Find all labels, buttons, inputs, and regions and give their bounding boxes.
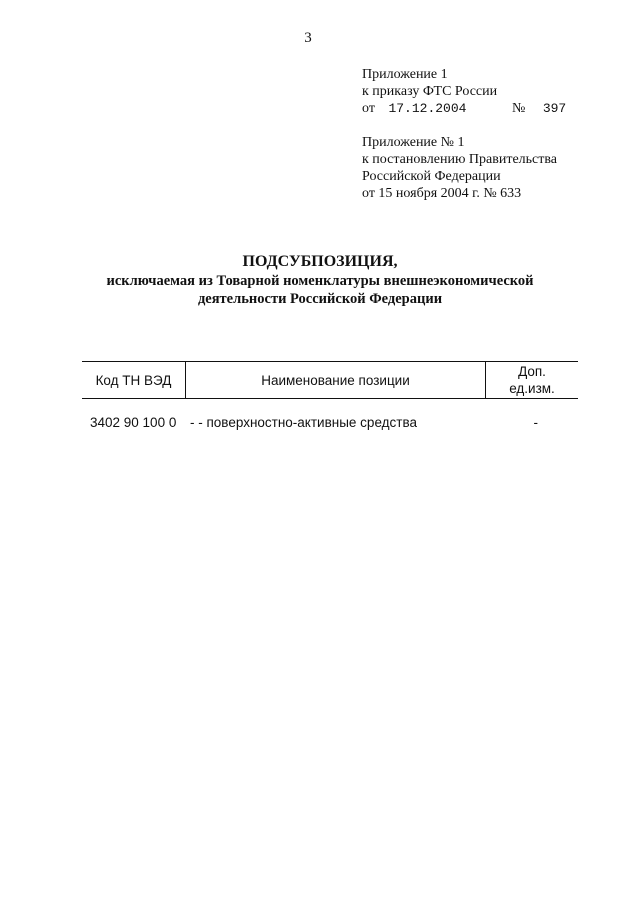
appendix-resolution-date: от 15 ноября 2004 г. № 633 <box>362 186 522 201</box>
header-unit-line-1: Доп. <box>518 364 546 379</box>
title-main: ПОДСУБПОЗИЦИЯ, <box>242 253 398 270</box>
order-number: 397 <box>542 101 567 116</box>
appendix-order-title: Приложение 1 <box>362 67 448 82</box>
appendix-resolution-block <box>362 134 557 202</box>
title-subtitle-line-2: деятельности Российской Федерации <box>197 291 443 307</box>
appendix-resolution-reference: к постановлению Правительства <box>362 152 558 167</box>
table-header <box>82 361 578 399</box>
header-name: Наименование позиции <box>186 362 486 398</box>
appendix-resolution-authority: Российской Федерации <box>362 169 501 184</box>
document-title <box>60 252 580 308</box>
row-code: 3402 90 100 0 <box>90 415 177 430</box>
appendix-resolution-title: Приложение № 1 <box>362 135 465 150</box>
row-unit: - <box>533 415 538 430</box>
title-subtitle-line-1: исключаемая из Товарной номенклатуры внешнеэкономической <box>106 273 534 289</box>
header-unit-line-2: ед.изм. <box>509 381 555 396</box>
appendix-order-date-line <box>362 100 566 117</box>
page-number: 3 <box>304 30 312 46</box>
appendix-order-block <box>362 66 566 117</box>
order-number-sign: № <box>511 101 526 116</box>
order-from-label: от <box>362 101 375 116</box>
order-date: 17.12.2004 <box>388 101 467 116</box>
header-unit <box>486 362 578 398</box>
appendix-order-reference: к приказу ФТС России <box>362 84 498 99</box>
row-name: - - поверхностно-активные средства <box>190 415 417 430</box>
header-code: Код ТН ВЭД <box>82 362 186 398</box>
table-row <box>82 414 578 432</box>
